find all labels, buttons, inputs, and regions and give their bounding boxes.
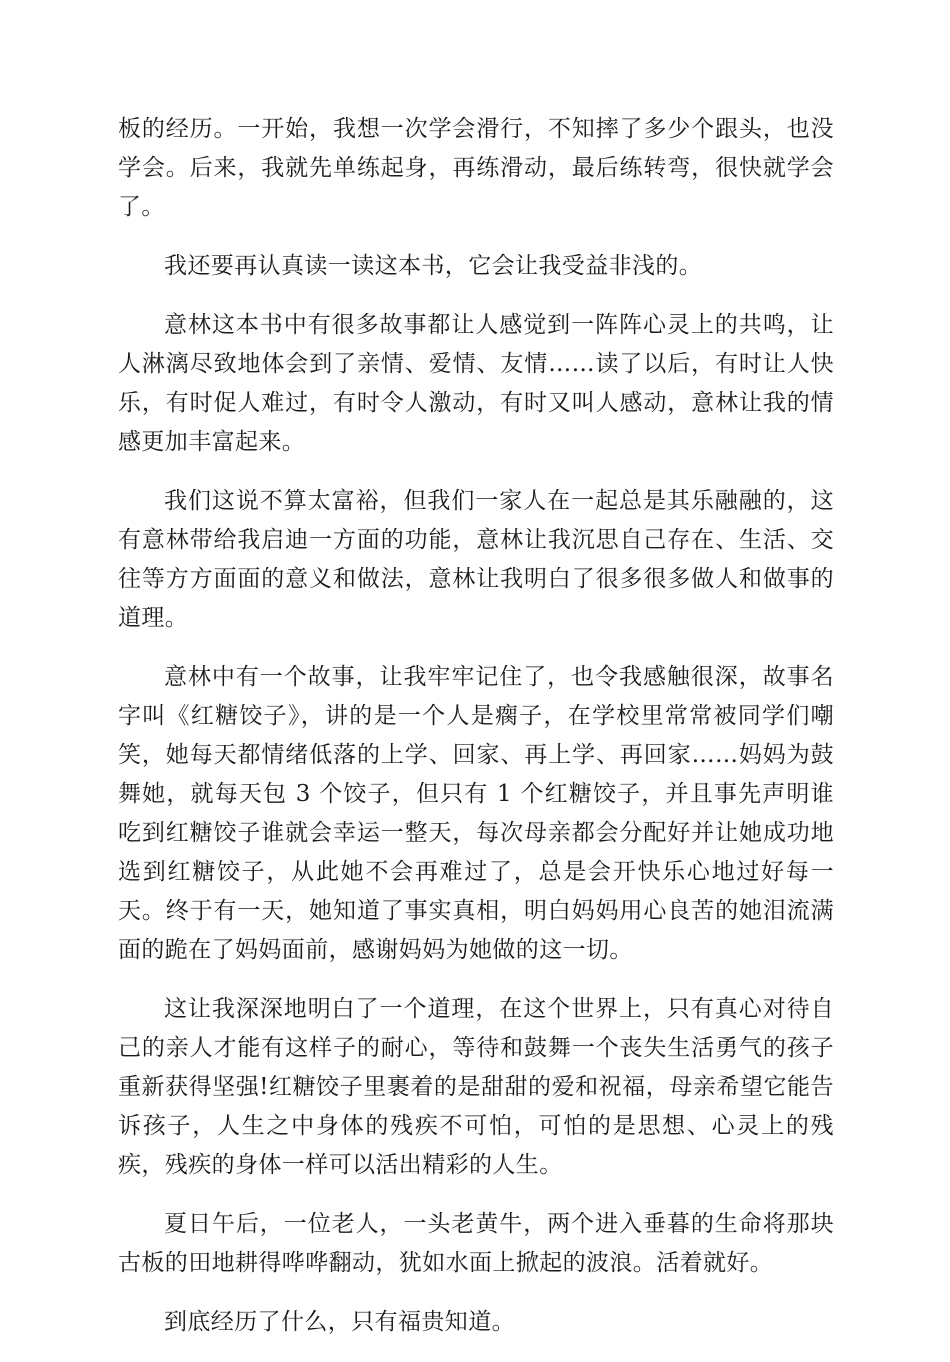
paragraph-continued: 板的经历。一开始，我想一次学会滑行，不知摔了多少个跟头，也没学会。后来，我就先单练起身，再练滑动，最后练转弯，很快就学会了。: [118, 116, 834, 220]
document-body: [118, 110, 834, 1362]
paragraph: 到底经历了什么，只有福贵知道。: [164, 1309, 515, 1335]
paragraph: 我还要再认真读一读这本书，它会让我受益非浅的。: [164, 253, 703, 279]
paragraph: 这让我深深地明白了一个道理，在这个世界上，只有真心对待自己的亲人才能有这样子的耐心，等待和鼓舞一个丧失生活勇气的孩子重新获得坚强!红糖饺子里裹着的是甜甜的爱和祝福，母亲希望它能告诉孩子，人生之中身体的残疾不可怕，可怕的是思想、心灵上的残疾，残疾的身体一样可以活出精彩的人生。: [118, 996, 834, 1178]
paragraph: 夏日午后，一位老人，一头老黄牛，两个进入垂暮的生命将那块古板的田地耕得哗哗翻动，犹如水面上掀起的波浪。活着就好。: [118, 1211, 834, 1276]
paragraph: 意林中有一个故事，让我牢牢记住了，也令我感触很深，故事名字叫《红糖饺子》，讲的是一个人是瘸子，在学校里常常被同学们嘲笑，她每天都情绪低落的上学、回家、再上学、再回家……妈妈为鼓舞她，就每天包 3 个饺子，但只有 1 个红糖饺子，并且事先声明谁吃到红糖饺子谁就会幸运一整天，每次母亲都会分配好并让她成功地选到红糖饺子，从此她不会再难过了，总是会开快乐心地过好每一天。终于有一天，她知道了事实真相，明白妈妈用心良苦的她泪流满面的跪在了妈妈面前，感谢妈妈为她做的这一切。: [118, 664, 834, 963]
paragraph: 我们这说不算太富裕，但我们一家人在一起总是其乐融融的，这有意林带给我启迪一方面的功能，意林让我沉思自己存在、生活、交往等方方面面的意义和做法，意林让我明白了很多很多做人和做事的道理。: [118, 488, 834, 631]
paragraph: 意林这本书中有很多故事都让人感觉到一阵阵心灵上的共鸣，让人淋漓尽致地体会到了亲情、爱情、友情……读了以后，有时让人快乐，有时促人难过，有时令人激动，有时又叫人感动，意林让我的情感更加丰富起来。: [118, 312, 834, 455]
